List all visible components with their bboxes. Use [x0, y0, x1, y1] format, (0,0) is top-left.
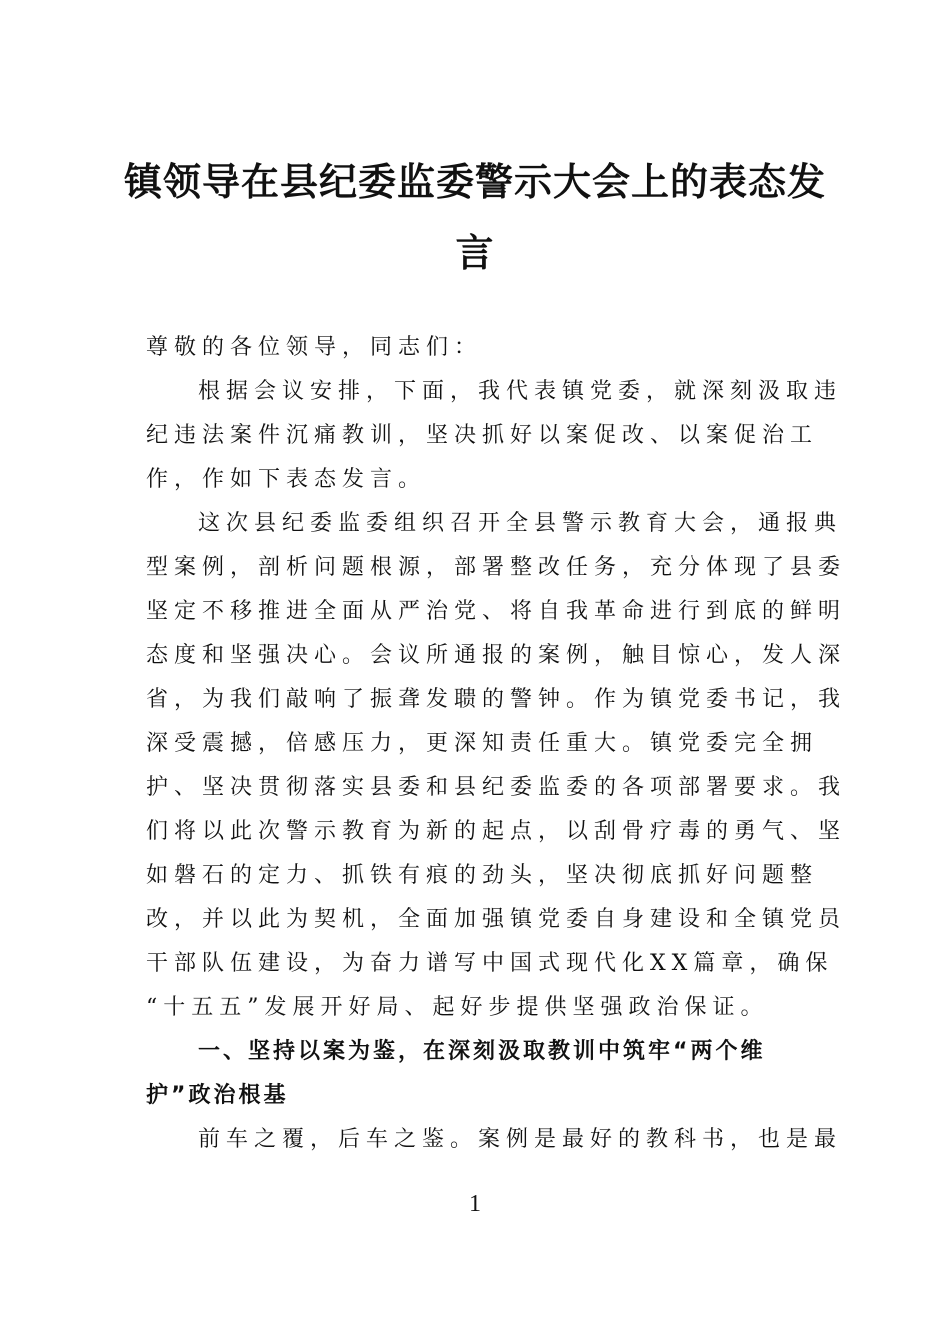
- body-line: 根据会议安排，下面，我代表镇党委，就深刻汲取违: [198, 379, 843, 404]
- body-line: 作，作如下表态发言。: [146, 467, 427, 492]
- body-line: 坚定不移推进全面从严治党、将自我革命进行到底的鲜明: [146, 599, 847, 624]
- page-number: 1: [469, 1191, 481, 1217]
- body-line: 态度和坚强决心。会议所通报的案例，触目惊心，发人深: [146, 643, 847, 668]
- document-title-line-1: 镇领导在县纪委监委警示大会上的表态发: [123, 159, 826, 204]
- section-heading-line-2: 护”政治根基: [146, 1083, 289, 1108]
- body-line: 型案例，剖析问题根源，部署整改任务，充分体现了县委: [146, 555, 847, 580]
- body-line: 如磐石的定力、抓铁有痕的劲头，坚决彻底抓好问题整: [146, 863, 819, 888]
- body-line: 纪违法案件沉痛教训，坚决抓好以案促改、以案促治工: [146, 423, 819, 448]
- body-line: 前车之覆，后车之鉴。案例是最好的教科书，也是最: [198, 1127, 843, 1152]
- body-line: 们将以此次警示教育为新的起点，以刮骨疗毒的勇气、坚: [146, 819, 847, 844]
- body-line: 改，并以此为契机，全面加强镇党委自身建设和全镇党员: [146, 907, 847, 932]
- body-line: 护、坚决贯彻落实县委和县纪委监委的各项部署要求。我: [146, 775, 847, 800]
- document-title-line-2: 言: [455, 230, 495, 275]
- body-line: 省，为我们敲响了振聋发聩的警钟。作为镇党委书记，我: [146, 687, 847, 712]
- section-heading-line-1: 一、坚持以案为鉴，在深刻汲取教训中筑牢“两个维: [198, 1039, 766, 1064]
- salutation: 尊敬的各位领导，同志们：: [146, 335, 483, 360]
- body-line: 干部队伍建设，为奋力谱写中国式现代化XX篇章，确保: [146, 951, 834, 976]
- body-line: 这次县纪委监委组织召开全县警示教育大会，通报典: [198, 511, 843, 536]
- body-line: 深受震撼，倍感压力，更深知责任重大。镇党委完全拥: [146, 731, 819, 756]
- body-line: “十五五”发展开好局、起好步提供坚强政治保证。: [146, 995, 769, 1020]
